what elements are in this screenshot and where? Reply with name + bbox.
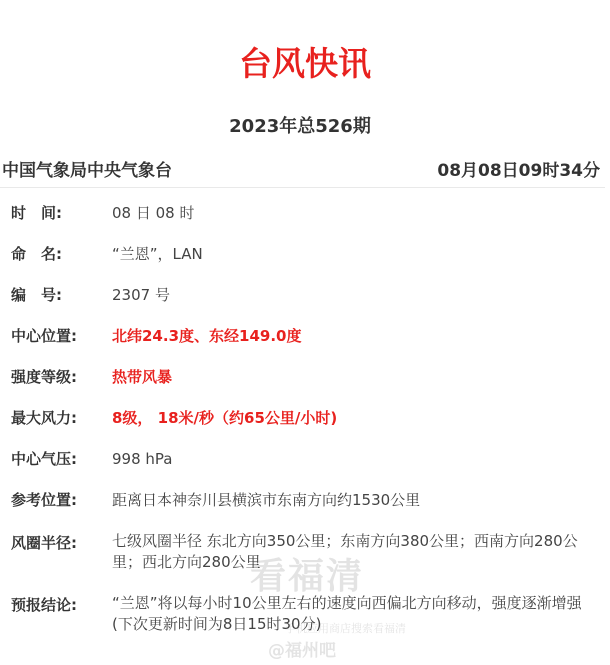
watermark-line: 手机应用商店搜索看福清: [285, 622, 406, 635]
watermark-weibo: @福州吧: [268, 641, 336, 661]
label-wind-radius: 风圈半径:: [11, 534, 77, 552]
value-number: 2307 号: [112, 286, 170, 304]
value-time: 08 日 08 时: [112, 204, 195, 222]
label-number: 编 号:: [11, 286, 62, 304]
agency-name: 中国气象局中央气象台: [2, 161, 172, 181]
value-name: “兰恩”，LAN: [112, 245, 203, 263]
value-wind-radius: 七级风圈半径 东北方向350公里；东南方向380公里；西南方向280公里；西北方向280公里: [112, 532, 578, 571]
header-divider: [0, 187, 605, 188]
label-forecast: 预报结论:: [11, 596, 77, 614]
forecast-text: “兰恩”将以每小时10公里左右的速度向西偏北方向移动，强度逐渐增强: [112, 594, 582, 612]
label-pressure: 中心气压:: [11, 450, 77, 468]
value-reference-position: 距离日本神奈川县横滨市东南方向约1530公里: [112, 491, 421, 509]
value-center-position: 北纬24.3度、东经149.0度: [112, 327, 302, 345]
value-forecast: [112, 593, 592, 635]
label-name: 命 名:: [11, 245, 62, 263]
page-title: 台风快讯: [239, 44, 371, 83]
label-intensity: 强度等级:: [11, 368, 77, 386]
issue-number: 2023年总526期: [229, 116, 371, 137]
next-update-note: (下次更新时间为8日15时30分): [112, 615, 322, 633]
value-max-wind: 8级， 18米/秒（约65公里/小时): [112, 409, 338, 427]
value-pressure: 998 hPa: [112, 450, 173, 468]
watermark-brand: 看福清: [250, 556, 365, 597]
label-time: 时 间:: [11, 204, 62, 222]
value-intensity: 热带风暴: [112, 368, 173, 386]
label-center-position: 中心位置:: [11, 327, 77, 345]
publish-datetime: 08月08日09时34分: [437, 161, 600, 181]
label-max-wind: 最大风力:: [11, 409, 77, 427]
label-reference-position: 参考位置:: [11, 491, 77, 509]
